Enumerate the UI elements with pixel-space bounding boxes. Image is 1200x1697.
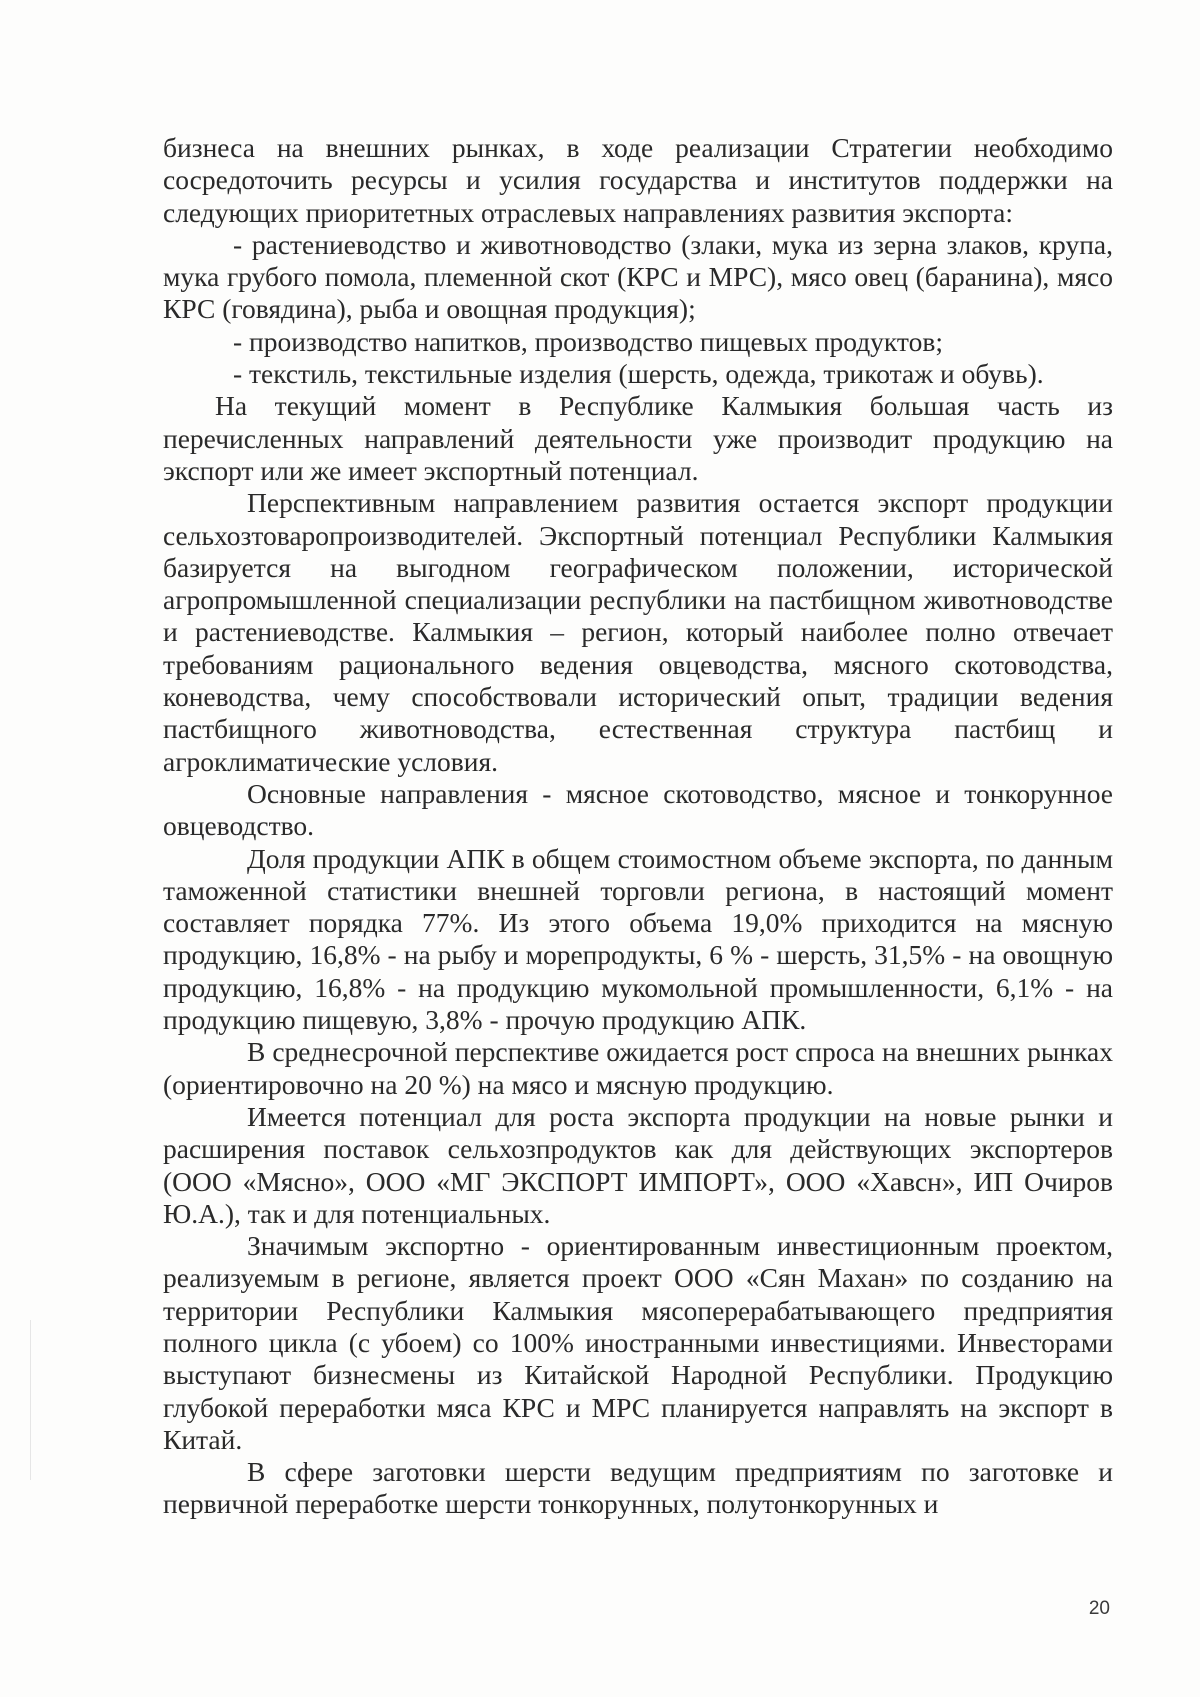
paragraph-agro-share: Доля продукции АПК в общем стоимостном объеме экспорта, по данным таможенной статистики внешней торговли региона, в настоящий момент составляет порядка 77%. Из этого объема 19,0% приходится на мясную продукцию, 16,8% - на рыбу и морепродукты, 6 % - шерсть, 31,5% - на овощную продукцию, 16,8% - на продукцию мукомольной промышленности, 6,1% - на продукцию пищевую, 3,8% - прочую продукцию АПК.: [163, 842, 1113, 1036]
page-number: 20: [1088, 1598, 1110, 1619]
paragraph-investment-project: Значимым экспортно - ориентированным инвестиционным проектом, реализуемым в регионе, является проект ООО «Сян Махан» по созданию на территории Республики Калмыкия мясоперерабатывающего предприятия полного цикла (с убоем) со 100% иностранными инвестициями. Инвесторами выступают бизнесмены из Китайской Народной Республики. Продукцию глубокой переработки мяса КРС и МРС планируется направлять на экспорт в Китай.: [163, 1230, 1113, 1455]
paragraph-continuation: бизнеса на внешних рынках, в ходе реализации Стратегии необходимо сосредоточить ресурсы и усилия государства и институтов поддержки на следующих приоритетных отраслевых направлениях развития экспорта:: [163, 132, 1113, 228]
list-item-beverages-food: - производство напитков, производство пищевых продуктов;: [233, 325, 943, 357]
paragraph-main-directions: Основные направления - мясное скотоводство, мясное и тонкорунное овцеводство.: [163, 777, 1113, 842]
list-item-crops-livestock: - растениеводство и животноводство (злаки, мука из зерна злаков, крупа, мука грубого помола, племенной скот (КРС и МРС), мясо овец (баранина), мясо КРС (говядина), рыба и овощная продукция);: [163, 228, 1113, 325]
body-text: [163, 132, 1113, 1521]
list-item-textiles: - текстиль, текстильные изделия (шерсть, одежда, трикотаж и обувь).: [233, 358, 1044, 390]
paragraph-export-potential: Перспективным направлением развития остается экспорт продукции сельхозтоваропроизводителей. Экспортный потенциал Республики Калмыкия базируется на выгодном географическом положении, исторической агропромышленной специализации республики на пастбищном животноводстве и растениеводстве. Калмыкия – регион, который наиболее полно отвечает требованиям рационального ведения овцеводства, мясного скотоводства, коневодства, чему способствовали исторический опыт, традиции ведения пастбищного животноводства, естественная структура пастбищ и агроклиматические условия.: [163, 487, 1113, 777]
paragraph-current-state: На текущий момент в Республике Калмыкия большая часть из перечисленных направлений деятельности уже производит продукцию на экспорт или же имеет экспортный потенциал.: [163, 390, 1113, 486]
paragraph-exporters: Имеется потенциал для роста экспорта продукции на новые рынки и расширения поставок сельхозпродуктов как для действующих экспортеров (ООО «Мясно», ООО «МГ ЭКСПОРТ ИМПОРТ», ООО «Хавсн», ИП Очиров Ю.А.), так и для потенциальных.: [163, 1100, 1113, 1229]
scan-artifact: [30, 1320, 31, 1480]
paragraph-wool: В сфере заготовки шерсти ведущим предприятиям по заготовке и первичной переработке шерсти тонкорунных, полутонкорунных и: [163, 1456, 1113, 1520]
paragraph-mid-term: В среднесрочной перспективе ожидается рост спроса на внешних рынках (ориентировочно на 20 %) на мясо и мясную продукцию.: [163, 1036, 1113, 1100]
